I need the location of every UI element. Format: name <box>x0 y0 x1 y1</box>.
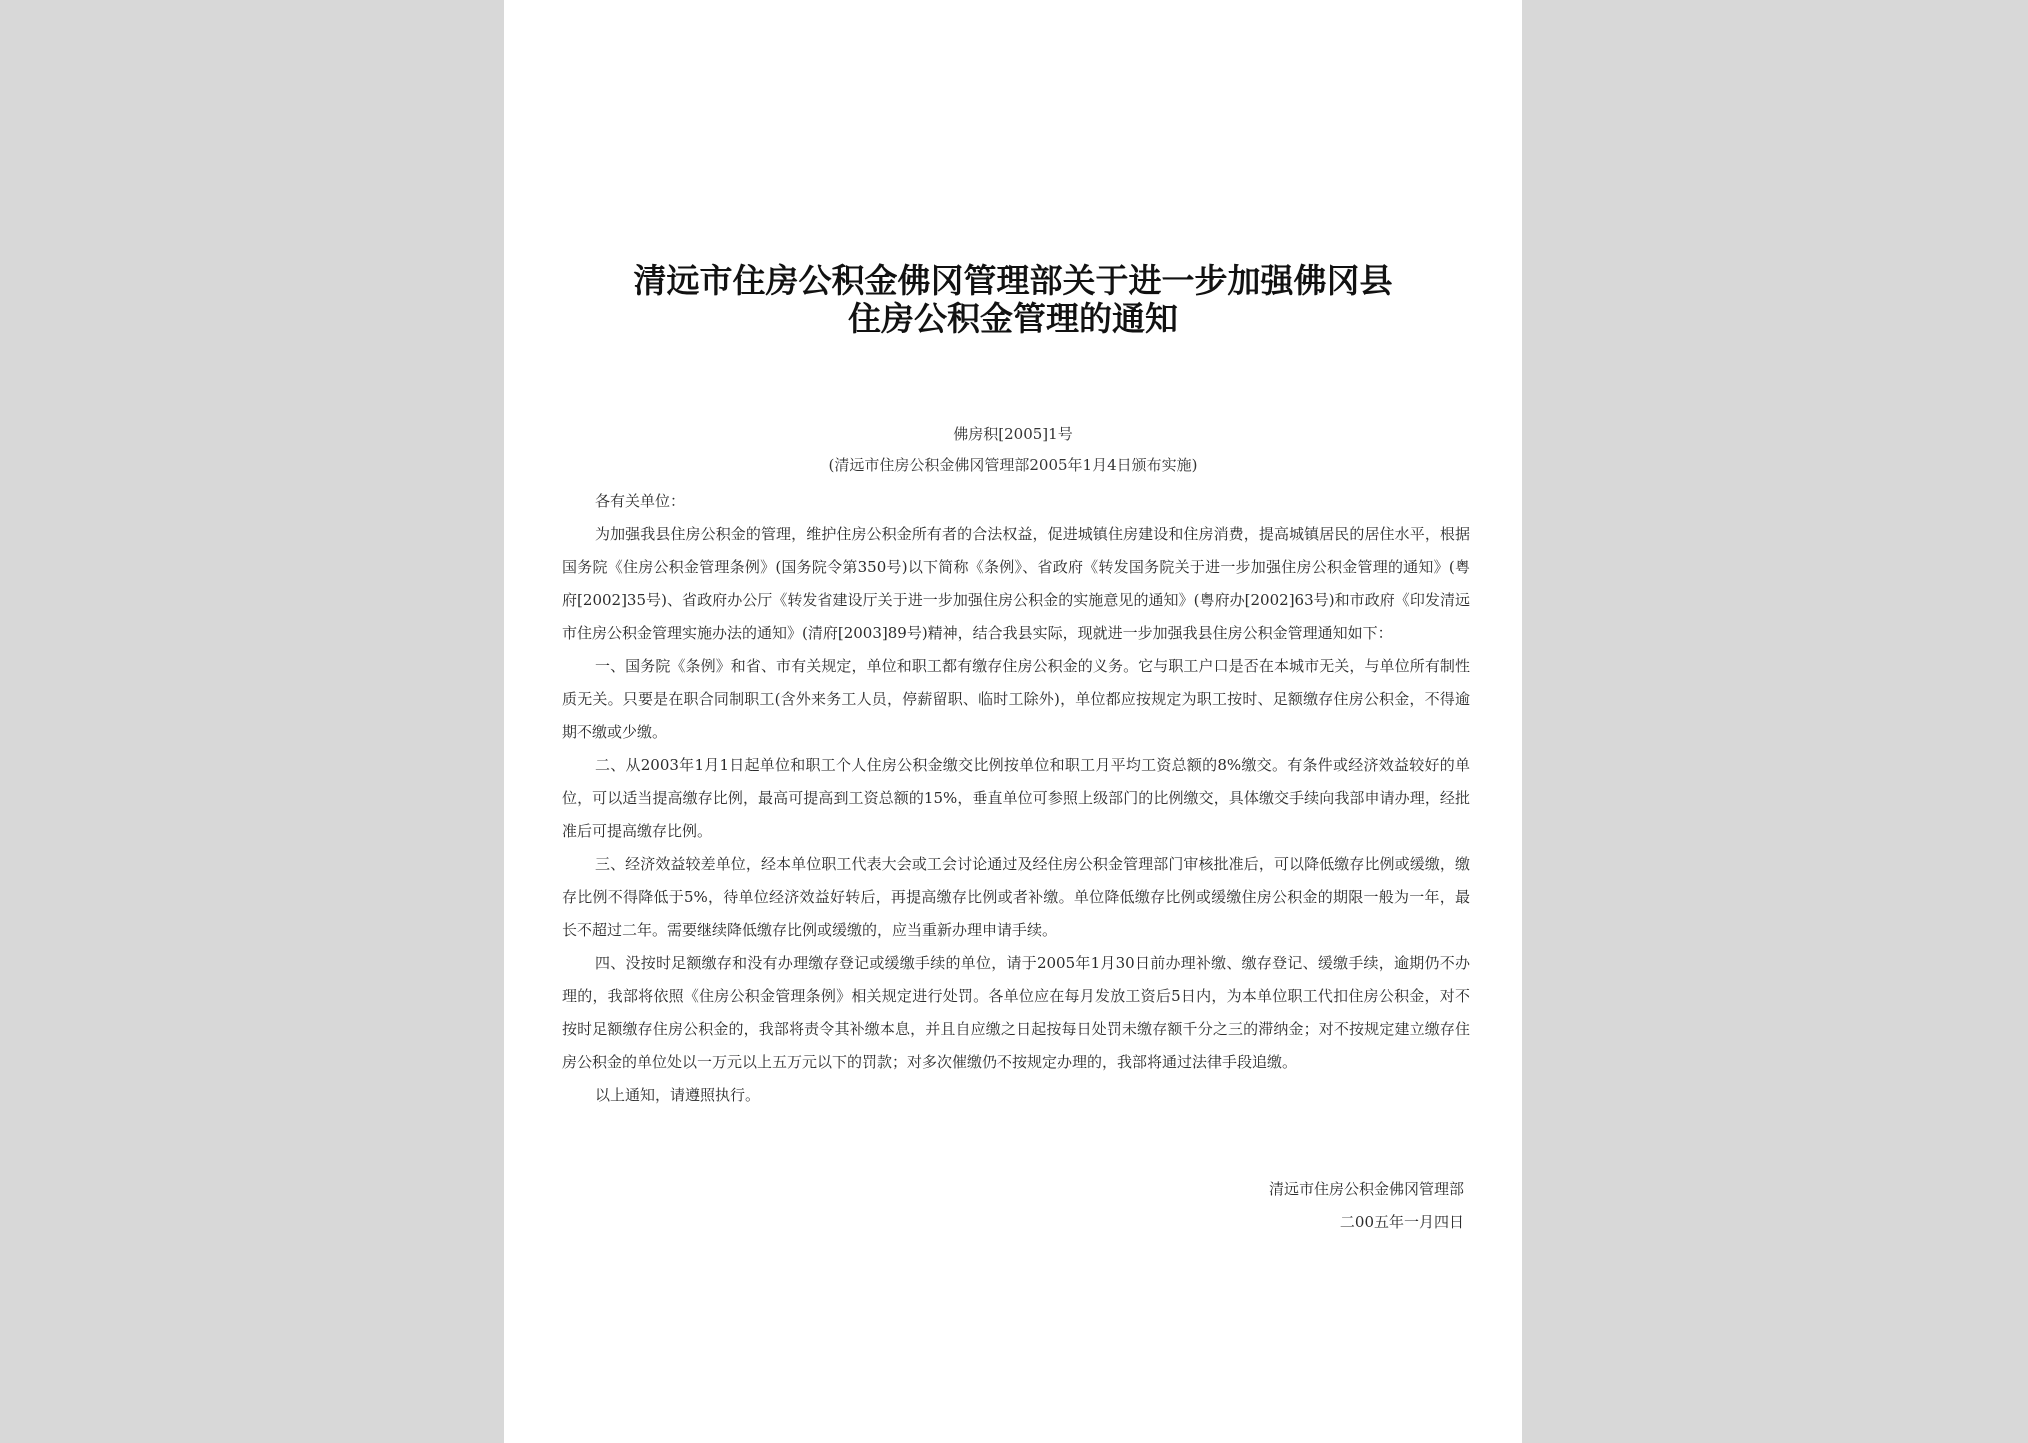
document-number: 佛房积[2005]1号 <box>953 425 1073 443</box>
document-title <box>544 262 1482 338</box>
paragraph-closing: 以上通知，请遵照执行。 <box>595 1086 761 1104</box>
signature-organization: 清远市住房公积金佛冈管理部 <box>1268 1180 1464 1198</box>
issued-note: (清远市住房公积金佛冈管理部2005年1月4日颁布实施) <box>828 456 1198 474</box>
document-page <box>504 0 1522 1443</box>
salutation: 各有关单位： <box>595 492 686 510</box>
paragraph-item-4: 四、没按时足额缴存和没有办理缴存登记或缓缴手续的单位，请于2005年1月30日前办理补缴、缴存登记、缓缴手续，逾期仍不办理的，我部将依照《住房公积金管理条例》相关规定进行处罚。各单位应在每月发放工资后5日内，为本单位职工代扣住房公积金，对不按时足额缴存住房公积金的，我部将责令其补缴本息，并且自应缴之日起按每日处罚未缴存额千分之三的滞纳金；对不按规定建立缴存住房公积金的单位处以一万元以上五万元以下的罚款；对多次催缴仍不按规定办理的，我部将通过法律手段追缴。 <box>562 954 1470 1071</box>
document-body <box>562 485 1470 1112</box>
title-line-2: 住房公积金管理的通知 <box>848 299 1178 338</box>
paragraph-item-2: 二、从2003年1月1日起单位和职工个人住房公积金缴交比例按单位和职工月平均工资总额的8%缴交。有条件或经济效益较好的单位，可以适当提高缴存比例，最高可提高到工资总额的15%，垂直单位可参照上级部门的比例缴交，具体缴交手续向我部申请办理，经批准后可提高缴存比例。 <box>562 756 1470 840</box>
paragraph-intro: 为加强我县住房公积金的管理，维护住房公积金所有者的合法权益，促进城镇住房建设和住房消费，提高城镇居民的居住水平，根据国务院《住房公积金管理条例》(国务院令第350号)以下简称《条例》、省政府《转发国务院关于进一步加强住房公积金管理的通知》(粤府[2002]35号)、省政府办公厅《转发省建设厅关于进一步加强住房公积金的实施意见的通知》(粤府办[2002]63号)和市政府《印发清远市住房公积金管理实施办法的通知》(清府[2003]89号)精神，结合我县实际，现就进一步加强我县住房公积金管理通知如下： <box>562 525 1470 642</box>
paragraph-item-3: 三、经济效益较差单位，经本单位职工代表大会或工会讨论通过及经住房公积金管理部门审核批准后，可以降低缴存比例或缓缴，缴存比例不得降低于5%，待单位经济效益好转后，再提高缴存比例或者补缴。单位降低缴存比例或缓缴住房公积金的期限一般为一年，最长不超过二年。需要继续降低缴存比例或缓缴的，应当重新办理申请手续。 <box>562 855 1470 939</box>
title-line-1: 清远市住房公积金佛冈管理部关于进一步加强佛冈县 <box>633 261 1393 300</box>
paragraph-item-1: 一、国务院《条例》和省、市有关规定，单位和职工都有缴存住房公积金的义务。它与职工户口是否在本城市无关，与单位所有制性质无关。只要是在职合同制职工(含外来务工人员，停薪留职、临时工除外)，单位都应按规定为职工按时、足额缴存住房公积金，不得逾期不缴或少缴。 <box>562 657 1470 741</box>
signature-date: 二00五年一月四日 <box>1339 1213 1464 1231</box>
